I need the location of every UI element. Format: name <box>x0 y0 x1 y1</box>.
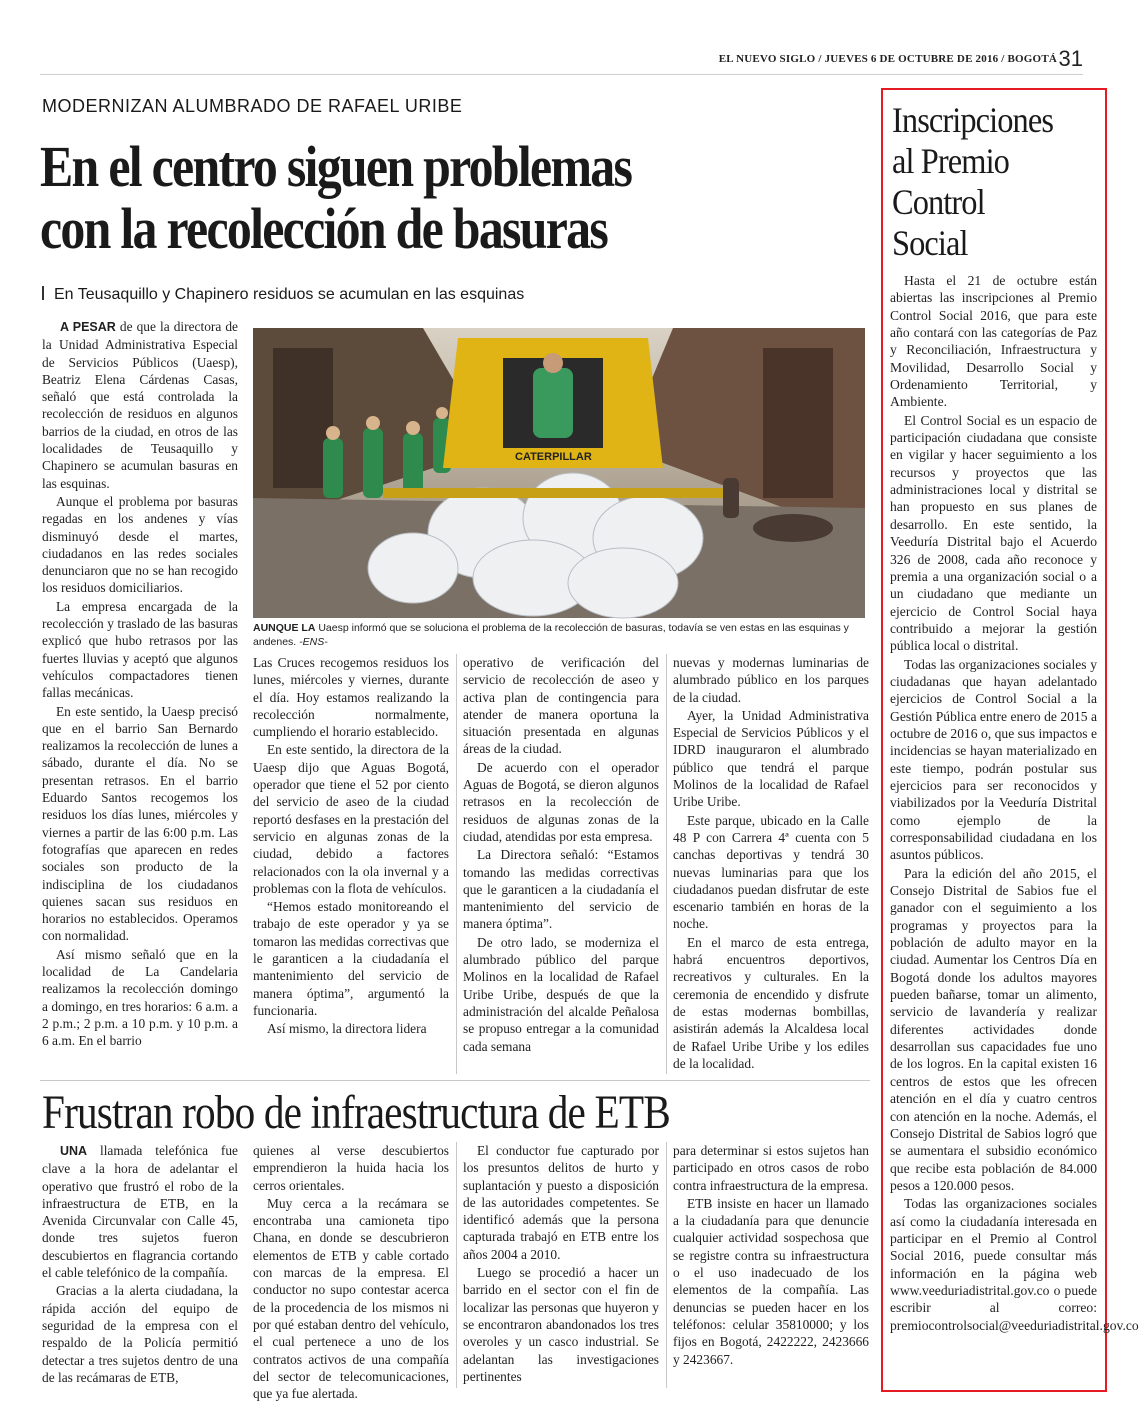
paragraph <box>253 1020 449 1037</box>
paragraph-text: De acuerdo con el operador Aguas de Bogotá, se dieron algunos retrasos en la recolección de residuos de algunas zonas de la ciudad, atendidas por esta empresa. <box>463 759 659 844</box>
sidebar-title <box>892 100 1081 264</box>
article2-column-2 <box>253 1142 449 1402</box>
paragraph-text: nuevas y modernas luminarias de alumbrado público en los parques de la ciudad. <box>673 655 869 705</box>
paragraph-text: Ayer, la Unidad Administrativa Especial de Servicios Públicos y el IDRD inauguraron el alumbrado público que tendrá el parque Molinos de la localidad de Rafael Uribe Uribe. <box>673 707 869 810</box>
paragraph-text: En el marco de esta entrega, habrá encuentros deportivos, recreativos y culturales. En la ceremonia de encendido y disfrute de estas modernas bombillas, asistirán además la Alcaldesa local de Rafael Uribe Uribe y los ediles de la localidad. <box>673 934 869 1071</box>
paragraph <box>253 741 449 897</box>
lead-in: UNA <box>60 1144 88 1158</box>
street-cleanup-photo <box>253 328 865 618</box>
sidebar-paragraph: Para la edición del año 2015, el Consejo Distrital de Sabios fue el ganador con el seguimiento a los programas y proyectos para la población de adulto mayor en la ciudad. Aumentar los Centros Día en Bogotá donde los adultos mayores pueden bañarse, tomar un alimento, servicio de lavandería y realizar diferentes actividades donde desarrollan sus capacidades fue uno de los logros. En la capital existen 16 centros de estos que les ofrecen atención en el día y cuatro centros con atención en la noche. Además, el Consejo Distrital de Sabios logró que se aumentara el subsidio económico que recibe esta población de 84.000 pesos a 120.000 pesos. <box>890 865 1097 1193</box>
article-column-2 <box>253 654 449 1078</box>
page-number: 31 <box>1058 46 1083 71</box>
photo-credit: -ENS- <box>299 635 328 648</box>
paragraph-text: Muy cerca a la recámara se encontraba una camioneta tipo Chana, en donde se descubrieron elementos de ETB y cable cortado con marcas de la empresa. El conductor no supo contestar acerca de la procedencia de los mismos ni por qué estaban dentro del vehículo, el cual pertenece a uno de los contratos activos de una compañía del sector de telecomunicaciones, que ya fue alertada. <box>253 1195 449 1402</box>
paragraph <box>253 898 449 1019</box>
paragraph-text: Las Cruces recogemos residuos los lunes, miércoles y viernes, durante el día. Hoy estamos realizando la recolección normalmente, cumpliendo el horario establecido. <box>253 655 449 740</box>
lead-in: A PESAR <box>60 320 116 334</box>
paragraph <box>673 812 869 933</box>
subhead-text: En Teusaquillo y Chapinero residuos se acumulan en las esquinas <box>54 286 525 303</box>
article-headline <box>40 136 745 260</box>
paragraph <box>463 654 659 758</box>
paragraph <box>253 1142 449 1194</box>
sidebar-title-line-4: Social <box>892 223 968 263</box>
article-column-1 <box>42 318 238 1078</box>
article2-headline: Frustran robo de infraestructura de ETB <box>42 1086 670 1139</box>
caption-lead: AUNQUE LA <box>253 622 316 634</box>
paragraph-text: Luego se procedió a hacer un barrido en el sector con el fin de localizar las personas que huyeron y se encontraron abandonados los tres overoles y un casco industrial. Se adelantan las investigaciones pertinentes <box>463 1265 659 1384</box>
paragraph-text: El conductor fue capturado por los presuntos delitos de hurto y suplantación y puesto a disposición de las autoridades competentes. Se identificó además que la persona capturada trabajó en ETB entre los años 2004 a 2010. <box>463 1143 659 1262</box>
paragraph-text: operativo de verificación del servicio de recolección de aseo y activa plan de contingencia para atender de manera oportuna la situación presentada en algunas áreas de la ciudad. <box>463 655 659 757</box>
paragraph-text: ETB insiste en hacer un llamado a la ciudadanía para que denuncie cualquier actividad sospechosa que se registre contra su infraestructura o el uso inadecuado de los elementos de la compañía. Las denuncias se pueden hacer en los teléfonos: celular 35810000; y los fijos en Bogotá, 2422222, 2423666 y 2423667. <box>673 1195 869 1367</box>
page-header <box>40 48 1083 75</box>
paragraph <box>42 493 238 597</box>
sidebar-title-line-1: Inscripciones <box>892 100 1054 140</box>
sidebar-paragraph: El Control Social es un espacio de participación ciudadana que consiste en vigilar y hacer seguimiento a los recursos y proyectos que las administraciones local y distrital se han propuesto en sus planes de desarrollo. En este sentido, la Veeduría Distrital bajo el Acuerdo 326 de 2008, cada año reconoce y premia a una organización social o a un ciudadano que mediante un ejercicio de Control Social haya contribuido a mejorar la gestión pública local o distrital. <box>890 412 1097 654</box>
column-rule <box>456 654 457 1074</box>
paragraph-text: Aunque el problema por basuras regadas en los andenes y vías disminuyó desde el martes, ciudadanos en las redes sociales denunciaron que no se han recogido los residuos domiciliarios. <box>42 493 238 596</box>
paragraph-text: Así mismo, la directora lidera <box>267 1021 427 1037</box>
sidebar-title-line-2: al Premio <box>892 141 1009 181</box>
paragraph-text: de que la directora de la Unidad Administrativa Especial de Servicios Públicos (Uaesp), Beatriz Elena Cárdenas Casas, señaló que está controlada la recolección de residuos en algunos barrios de la ciudad, en otros de las localidades de Teusaquillo y Chapinero se acumulan basuras en las esquinas. <box>42 319 239 491</box>
paragraph-text: “Hemos estado monitoreando el trabajo de este operador y ya se tomaron las medidas correctivas que le garanticen a la ciudadanía el mantenimiento del servicio de manera óptima”, argumentó la funcionaria. <box>253 899 449 1018</box>
paragraph <box>42 598 238 702</box>
sidebar-paragraph: Hasta el 21 de octubre están abiertas las inscripciones al Premio Control Social 2016, que para este año contará con las categorías de Paz y Reconciliación, Infraestructura y Movilidad, Desarrollo Social y Ordenamiento Territorial, y Ambiente. <box>890 273 1097 410</box>
paragraph <box>463 846 659 932</box>
paragraph <box>463 759 659 845</box>
photo-caption <box>253 622 865 649</box>
article2-column-4 <box>673 1142 869 1392</box>
paragraph-text: llamada telefónica fue clave a la hora de adelantar el operativo que frustró el robo de la infraestructura de ETB, en la Avenida Circunvalar con Calle 45, donde tres sujetos fueron descubiertos en flagrancia cortando el cable telefónico de la compañía. <box>42 1143 238 1281</box>
paragraph <box>42 1282 238 1386</box>
article-subhead <box>42 286 524 304</box>
sidebar-body <box>890 272 1139 1384</box>
article-photo <box>253 328 865 618</box>
sidebar-paragraph: Todas las organizaciones sociales así como la ciudadanía interesada en participar en el Premio al Control Social 2016, puede consultar más información en la página web www.veeduriadistrital.gov.co o puede escribir al correo: premiocontrolsocial@veeduriadistrital.gov.co <box>890 1196 1139 1333</box>
paragraph-text: En este sentido, la directora de la Uaesp dijo que Aguas Bogotá, operador que tiene el 52 por ciento del servicio de aseo de la ciudad reportó desfases en la prestación del servicio en algunas zonas de la ciudad, debido a factores relacionados con la ola invernal y a problemas con la flota de vehículos. <box>253 742 449 896</box>
paragraph-text: De otro lado, se moderniza el alumbrado público del parque Molinos en la localidad de Rafael Uribe Uribe, después de que la administración del alcalde Peñalosa se propuso entregar a la comunidad cada semana <box>463 934 659 1054</box>
machine-brand-label: CATERPILLAR <box>515 451 592 463</box>
article-column-4 <box>673 654 869 1078</box>
sidebar-title-line-3: Control <box>892 182 985 222</box>
article-separator <box>40 1080 870 1081</box>
paragraph-text: En este sentido, la Uaesp precisó que en el barrio San Bernardo realizamos la recolección de lunes a sábado, durante el día. No se presentan retrasos. En el barrio Eduardo Santos recogemos los residuos los días lunes, miércoles y viernes a partir de las 6:00 p.m. Las fotografías que aparecen en redes sociales son producto de la indisciplina de los ciudadanos quienes sacan sus residuos en horarios no establecidos. Operamos con normalidad. <box>42 703 238 944</box>
paragraph <box>463 934 659 1055</box>
column-rule <box>456 1142 457 1388</box>
paragraph-text: Gracias a la alerta ciudadana, la rápida acción del equipo de seguridad de la empresa con el respaldo de la Policía permitió detectar a tres sujetos dentro de una de las recámaras de ETB, <box>42 1283 238 1385</box>
article-kicker: MODERNIZAN ALUMBRADO DE RAFAEL URIBE <box>42 96 463 116</box>
paragraph <box>253 1195 449 1403</box>
paragraph <box>42 703 238 945</box>
paragraph <box>673 1142 869 1194</box>
column-rule <box>666 1142 667 1388</box>
paragraph <box>42 946 238 1050</box>
paragraph <box>673 654 869 706</box>
paragraph <box>253 654 449 740</box>
paragraph <box>673 707 869 811</box>
paragraph <box>673 1195 869 1368</box>
paragraph <box>673 934 869 1072</box>
header-publication-line: EL NUEVO SIGLO / JUEVES 6 DE OCTUBRE DE 2016 / BOGOTÁ <box>718 53 1057 65</box>
paragraph <box>463 1142 659 1263</box>
paragraph-text: La Directora señaló: “Estamos tomando las medidas correctivas que le garanticen a la ciudadanía el mantenimiento del servicio de manera óptima”. <box>463 847 659 932</box>
paragraph-text: Este parque, ubicado en la Calle 48 P con Carrera 4ª cuenta con 5 canchas deportivas y tendrá 30 nuevas luminarias para que los ciudadanos puedan disfrutar de este escenario también en horas de la noche. <box>673 812 869 932</box>
article2-column-3 <box>463 1142 659 1392</box>
column-rule <box>666 654 667 1074</box>
subhead-bar <box>42 286 44 300</box>
paragraph-text: para determinar si estos sujetos han participado en otros casos de robo contra infraestructura de la empresa. <box>673 1143 869 1193</box>
article2-column-1 <box>42 1142 238 1392</box>
paragraph-text: La empresa encargada de la recolección y traslado de las basuras explicó que hubo retrasos por las fuertes lluvias y aceptó que algunos vehículos compactadores tienen fallas mecánicas. <box>42 598 238 701</box>
headline-line-1: En el centro siguen problemas <box>40 134 632 199</box>
paragraph <box>42 1142 238 1281</box>
paragraph <box>42 318 238 492</box>
paragraph <box>463 1264 659 1385</box>
sidebar-paragraph: Todas las organizaciones sociales y ciudadanas que hayan adelantado ejercicios de Control Social a la Gestión Pública entre enero de 2015 a octubre de 2016 o, que sus impactos e incidencias se hayan materializado en este tiempo, podrán postular sus ejercicios para ser reconocidos y viabilizados por la Veeduría Distrital como ejemplo de la corresponsabilidad ciudadana en los asuntos públicos. <box>890 656 1097 863</box>
article-column-3 <box>463 654 659 1078</box>
caption-text: Uaesp informó que se soluciona el problema de la recolección de basuras, todavía se ven estas en las esquinas y andenes. <box>253 622 849 648</box>
paragraph-text: quienes al verse descubiertos emprendieron la huida hacia los cerros orientales. <box>253 1143 449 1193</box>
headline-line-2: con la recolección de basuras <box>40 196 608 261</box>
paragraph-text: Así mismo señaló que en la localidad de La Candelaria realizamos la recolección domingo a domingo, en tres horarios: 6 a.m. a 2 p.m.; 2 p.m. a 10 p.m. y 10 p.m. a 6 a.m. En el barrio <box>42 946 238 1049</box>
